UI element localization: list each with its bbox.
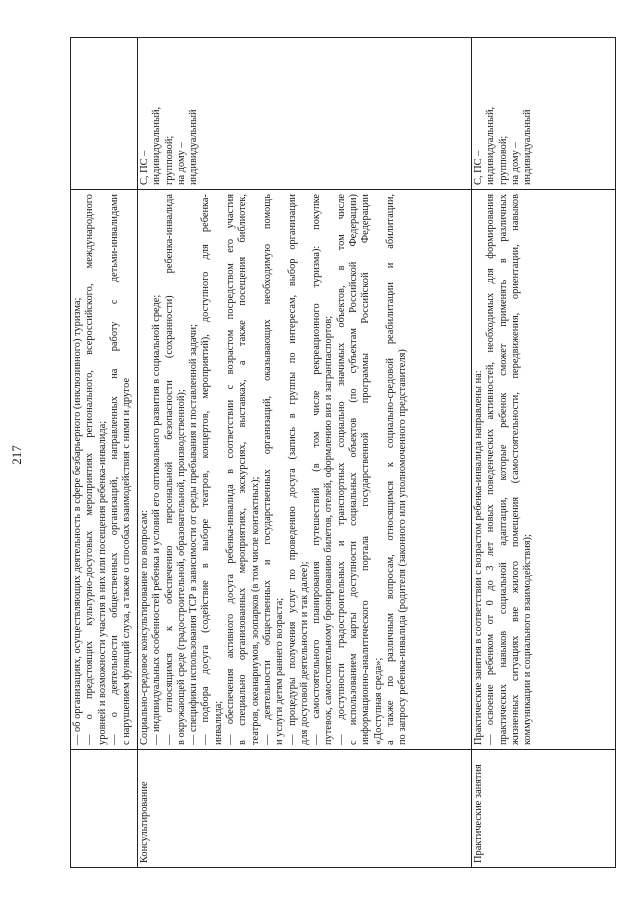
service-description-cell <box>472 190 616 750</box>
form-line: индивидуальный, <box>485 106 497 185</box>
service-name-cell: Консультирование <box>138 750 472 868</box>
description-line: — индивидуальных особенностей ребенка и условий его оптимального развития в социальной среде; <box>151 294 163 745</box>
service-name-cell: Практические занятия <box>472 750 616 868</box>
description-line: — о деятельности общественных организаций, направленных на работу с детьми-инвалидами <box>108 194 120 745</box>
form-line: С, ПС – <box>473 150 484 185</box>
form-line: индивидуальный, <box>151 106 163 185</box>
description-line: и услуги детям раннего возраста; <box>274 597 286 745</box>
description-line: уровней и возможности участия в них или посещения ребенка-инвалида; <box>96 420 108 745</box>
description-line: информационно-аналитического портала государственной программы Российской Федерации <box>360 194 372 745</box>
description-line: Практические занятия в соответствии с возрастом ребенка-инвалида направлены на: <box>473 370 484 745</box>
services-table-rotated <box>70 38 615 868</box>
description-line: театров, океанариумов, зоопарков (в том числе контактных); <box>249 476 261 745</box>
description-line: — самостоятельного планирования путешествий (в том числе рекреационного туризма): покупке <box>311 194 323 745</box>
description-line: — освоение ребенком от 0 до 3 лет новых поведенческих активностей, необходимых для формирования <box>485 194 497 745</box>
service-form-cell <box>138 38 472 190</box>
form-line: индивидуальный <box>522 109 534 185</box>
service-name-cell <box>71 750 138 868</box>
form-line: групповой; <box>163 135 175 185</box>
description-line: Социально-средовое консультирование по вопросам: <box>139 510 150 745</box>
description-line: «Доступная среда»; <box>372 657 384 745</box>
description-line: — деятельности общественных и государственных организаций, оказывающих необходимую помощь <box>261 194 273 745</box>
description-line: а также по различным вопросам, относящимся к социально-средовой реабилитации и абилитации, <box>384 194 396 745</box>
description-line: коммуникации и социального взаимодействия); <box>522 534 534 745</box>
description-line: с использованием карты доступности социальных объектов (по субъектам Российской Федерации) <box>348 194 360 745</box>
description-line: инвалида; <box>212 700 224 745</box>
table-row <box>138 38 472 868</box>
services-table <box>70 37 616 868</box>
form-line: на дому – <box>175 142 187 185</box>
description-line: — процедуры получения услуг по проведению досуга (запись в группы по интересам, выбор организации <box>286 194 298 745</box>
description-line: — об организациях, осуществляющих деятельность в сфере безбарьерного (инклюзивного) туризма; <box>72 297 83 745</box>
form-line: индивидуальный <box>188 109 200 185</box>
service-description-cell <box>138 190 472 750</box>
table-row <box>472 38 616 868</box>
form-line: групповой; <box>497 135 509 185</box>
description-line: в окружающей среде (градостроительной, образовательной, производственной); <box>175 389 187 745</box>
form-line: С, ПС – <box>139 150 150 185</box>
description-line: — специфики использования ТСР в зависимости от среды пребывания и поставленной задачи; <box>188 324 200 745</box>
description-line: практических навыков социальной адаптации, которые ребенок сможет применять в различных <box>497 194 509 745</box>
service-form-cell <box>472 38 616 190</box>
description-line: в специально организованных мероприятиях, экскурсиях, выставках, а также посещения библиотек, <box>237 194 249 745</box>
service-form-cell <box>71 38 138 190</box>
service-description-cell <box>71 190 138 750</box>
table-row <box>71 38 138 868</box>
description-line: с нарушением функций слуха, а также о способах взаимодействия с ними и другое <box>121 377 133 745</box>
form-line: на дому – <box>509 142 521 185</box>
description-line: по запросу ребенка-инвалида (родителя (законного или уполномоченного представителя) <box>397 349 409 745</box>
description-line: — о предстоящих культурно-досуговых мероприятиях регионального, всероссийского, международного <box>84 194 96 745</box>
description-line: — обеспечения активного досуга ребенка-инвалида в соответствии с возрастом посредством его участия <box>225 194 237 745</box>
description-line: — относящимся к обеспечению персональной безопасности (сохранности) ребенка-инвалида <box>163 194 175 745</box>
description-line: путевок, самостоятельному бронированию билетов, отелей, оформлению виз и загранпаспортов; <box>323 315 335 745</box>
description-line: жизненных ситуациях вне жилого помещения (самостоятельности, передвижения, ориентации, навыков <box>509 194 521 745</box>
description-line: — доступности градостроительных и транспортных социально значимых объектов, в том числе <box>335 194 347 745</box>
page-number: 217 <box>9 445 24 465</box>
description-line: — подбора досуга (содействие в выборе театров, концертов, мероприятий), доступного для ребенка- <box>200 194 212 745</box>
description-line: для досуговой деятельности и так далее); <box>298 561 310 745</box>
